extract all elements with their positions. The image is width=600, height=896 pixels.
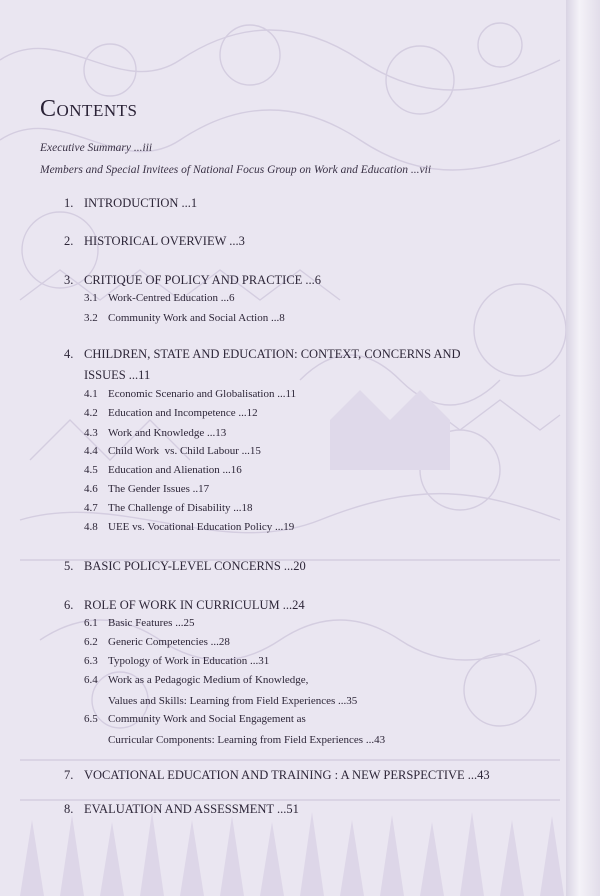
chapter-number: 5. (64, 559, 74, 573)
section-title: Economic Scenario and Globalisation ...11 (108, 388, 297, 400)
section-number: 6.4 (84, 674, 98, 686)
chapter-number: 3. (64, 273, 74, 287)
toc-section-4-7 (84, 498, 504, 519)
section-number: 4.1 (84, 388, 98, 400)
section-number: 4.6 (84, 483, 98, 495)
front-matter-executive-summary: Executive Summary ...iii (40, 142, 153, 154)
section-title: The Challenge of Disability ...18 (108, 502, 253, 514)
toc-section-3-1 (84, 288, 504, 309)
section-number: 4.7 (84, 502, 98, 514)
chapter-number: 8. (64, 802, 74, 816)
page-title: Contents (40, 96, 138, 122)
section-title-line-2: Values and Skills: Learning from Field Experiences ...35 (108, 695, 358, 707)
chapter-title: BASIC POLICY-LEVEL CONCERNS ...20 (84, 559, 306, 573)
section-title: Education and Alienation ...16 (108, 464, 242, 476)
section-title-line-1: Work as a Pedagogic Medium of Knowledge, (108, 674, 309, 686)
section-title: Generic Competencies ...28 (108, 636, 230, 648)
toc-section-4-1 (84, 384, 504, 405)
section-title: Child Work vs. Child Labour ...15 (108, 445, 261, 457)
chapter-title-line-2: ISSUES ...11 (84, 368, 151, 382)
chapter-title: HISTORICAL OVERVIEW ...3 (84, 234, 245, 248)
chapter-number: 1. (64, 196, 74, 210)
section-title-line-2: Curricular Components: Learning from Field Experiences ...43 (108, 734, 386, 746)
toc-section-6-2 (84, 632, 504, 653)
toc-chapter-2 (64, 231, 544, 252)
section-title: Typology of Work in Education ...31 (108, 655, 270, 667)
chapter-title: INTRODUCTION ...1 (84, 196, 198, 210)
section-title: Education and Incompetence ...12 (108, 407, 258, 419)
toc-section-4-2 (84, 403, 504, 424)
section-title: UEE vs. Vocational Education Policy ...19 (108, 521, 295, 533)
section-number: 4.8 (84, 521, 98, 533)
toc-section-4-5 (84, 460, 504, 481)
toc-section-6-4 (84, 670, 504, 712)
chapter-number: 4. (64, 347, 74, 361)
section-number: 3.1 (84, 292, 98, 304)
chapter-number: 6. (64, 598, 74, 612)
section-title: Community Work and Social Action ...8 (108, 312, 285, 324)
chapter-number: 2. (64, 234, 74, 248)
chapter-title: VOCATIONAL EDUCATION AND TRAINING : A NEW PERSPECTIVE ...43 (84, 768, 490, 782)
section-number: 3.2 (84, 312, 98, 324)
section-title: Basic Features ...25 (108, 617, 195, 629)
section-title: Work-Centred Education ...6 (108, 292, 235, 304)
section-number: 6.3 (84, 655, 98, 667)
front-matter-members: Members and Special Invitees of National Focus Group on Work and Education ...vii (40, 164, 432, 176)
toc-section-4-6 (84, 479, 504, 500)
chapter-number: 7. (64, 768, 74, 782)
chapter-title: CRITIQUE OF POLICY AND PRACTICE ...6 (84, 273, 322, 287)
section-title: The Gender Issues ..17 (108, 483, 210, 495)
section-number: 4.5 (84, 464, 98, 476)
section-number: 6.5 (84, 713, 98, 725)
toc-section-6-1 (84, 613, 504, 634)
toc-section-3-2 (84, 308, 504, 329)
toc-section-4-4 (84, 441, 504, 462)
section-number: 4.3 (84, 427, 98, 439)
section-number: 4.2 (84, 407, 98, 419)
toc-chapter-5 (64, 556, 544, 577)
page-binding-edge (566, 0, 600, 896)
toc-section-6-5 (84, 709, 504, 751)
section-number: 6.1 (84, 617, 98, 629)
chapter-title-line-1: CHILDREN, STATE AND EDUCATION: CONTEXT, CONCERNS AND (84, 347, 461, 361)
section-number: 4.4 (84, 445, 98, 457)
toc-chapter-7 (64, 765, 544, 786)
toc-chapter-8 (64, 799, 544, 820)
toc-chapter-4 (64, 344, 544, 386)
section-title-line-1: Community Work and Social Engagement as (108, 713, 306, 725)
toc-section-4-8 (84, 517, 504, 538)
section-title: Work and Knowledge ...13 (108, 427, 227, 439)
toc-section-6-3 (84, 651, 504, 672)
section-number: 6.2 (84, 636, 98, 648)
chapter-title: EVALUATION AND ASSESSMENT ...51 (84, 802, 299, 816)
chapter-title: ROLE OF WORK IN CURRICULUM ...24 (84, 598, 305, 612)
toc-chapter-1 (64, 193, 544, 214)
